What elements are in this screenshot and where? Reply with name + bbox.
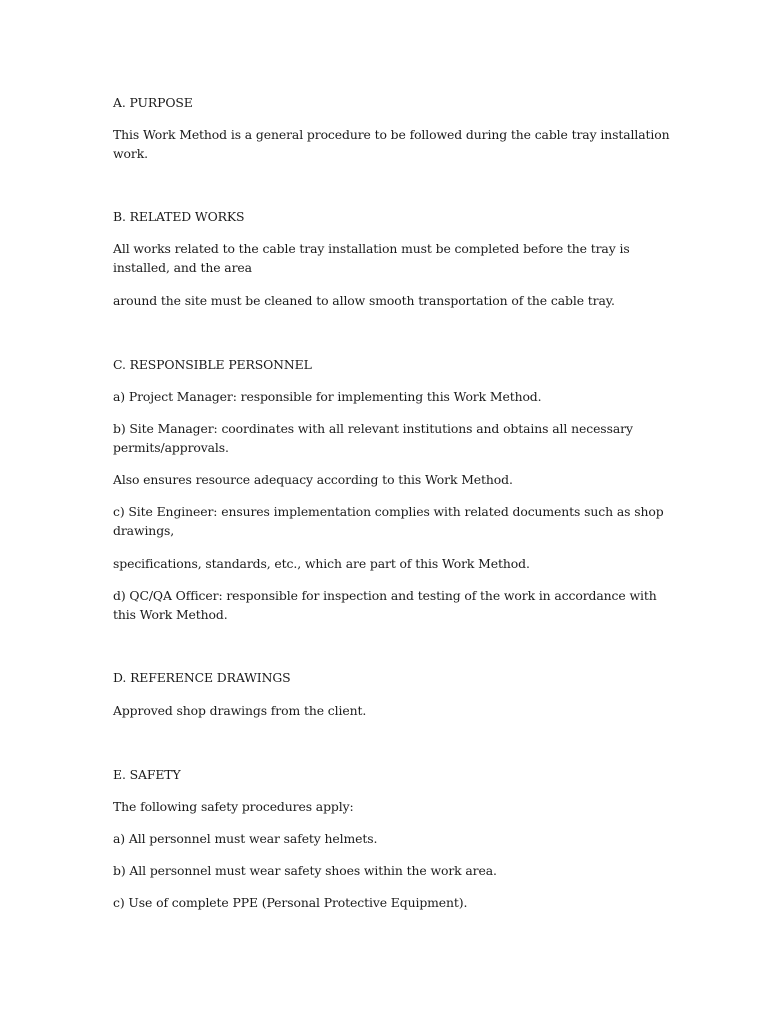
safety-item-shoes: b) All personnel must wear safety shoes within the work area. xyxy=(113,863,497,878)
personnel-item-project-manager: a) Project Manager: responsible for implementing this Work Method. xyxy=(113,389,542,404)
safety-item-helmets: a) All personnel must wear safety helmets. xyxy=(113,831,378,846)
section-heading-related-works: B. RELATED WORKS xyxy=(113,209,245,224)
reference-drawings-paragraph: Approved shop drawings from the client. xyxy=(113,703,367,718)
personnel-item-site-manager: b) Site Manager: coordinates with all relevant institutions and obtains all necessary permits/approvals. xyxy=(113,421,633,455)
personnel-item-qc-qa-officer: d) QC/QA Officer: responsible for inspection and testing of the work in accordance with this Work Method. xyxy=(113,588,657,622)
personnel-item-site-engineer: c) Site Engineer: ensures implementation complies with related documents such as shop drawings, xyxy=(113,504,664,538)
related-works-paragraph-2: around the site must be cleaned to allow smooth transportation of the cable tray. xyxy=(113,293,615,308)
section-heading-purpose: A. PURPOSE xyxy=(113,95,193,110)
safety-intro: The following safety procedures apply: xyxy=(113,799,354,814)
section-heading-safety: E. SAFETY xyxy=(113,767,181,782)
purpose-paragraph: This Work Method is a general procedure to be followed during the cable tray installation work. xyxy=(113,127,670,161)
section-heading-responsible-personnel: C. RESPONSIBLE PERSONNEL xyxy=(113,357,312,372)
personnel-item-site-engineer-continued: specifications, standards, etc., which are part of this Work Method. xyxy=(113,556,530,571)
safety-item-ppe: c) Use of complete PPE (Personal Protective Equipment). xyxy=(113,895,468,910)
section-heading-reference-drawings: D. REFERENCE DRAWINGS xyxy=(113,670,291,685)
related-works-paragraph-1: All works related to the cable tray installation must be completed before the tray is installed, and the area xyxy=(113,241,630,275)
personnel-item-site-manager-continued: Also ensures resource adequacy according to this Work Method. xyxy=(113,472,513,487)
